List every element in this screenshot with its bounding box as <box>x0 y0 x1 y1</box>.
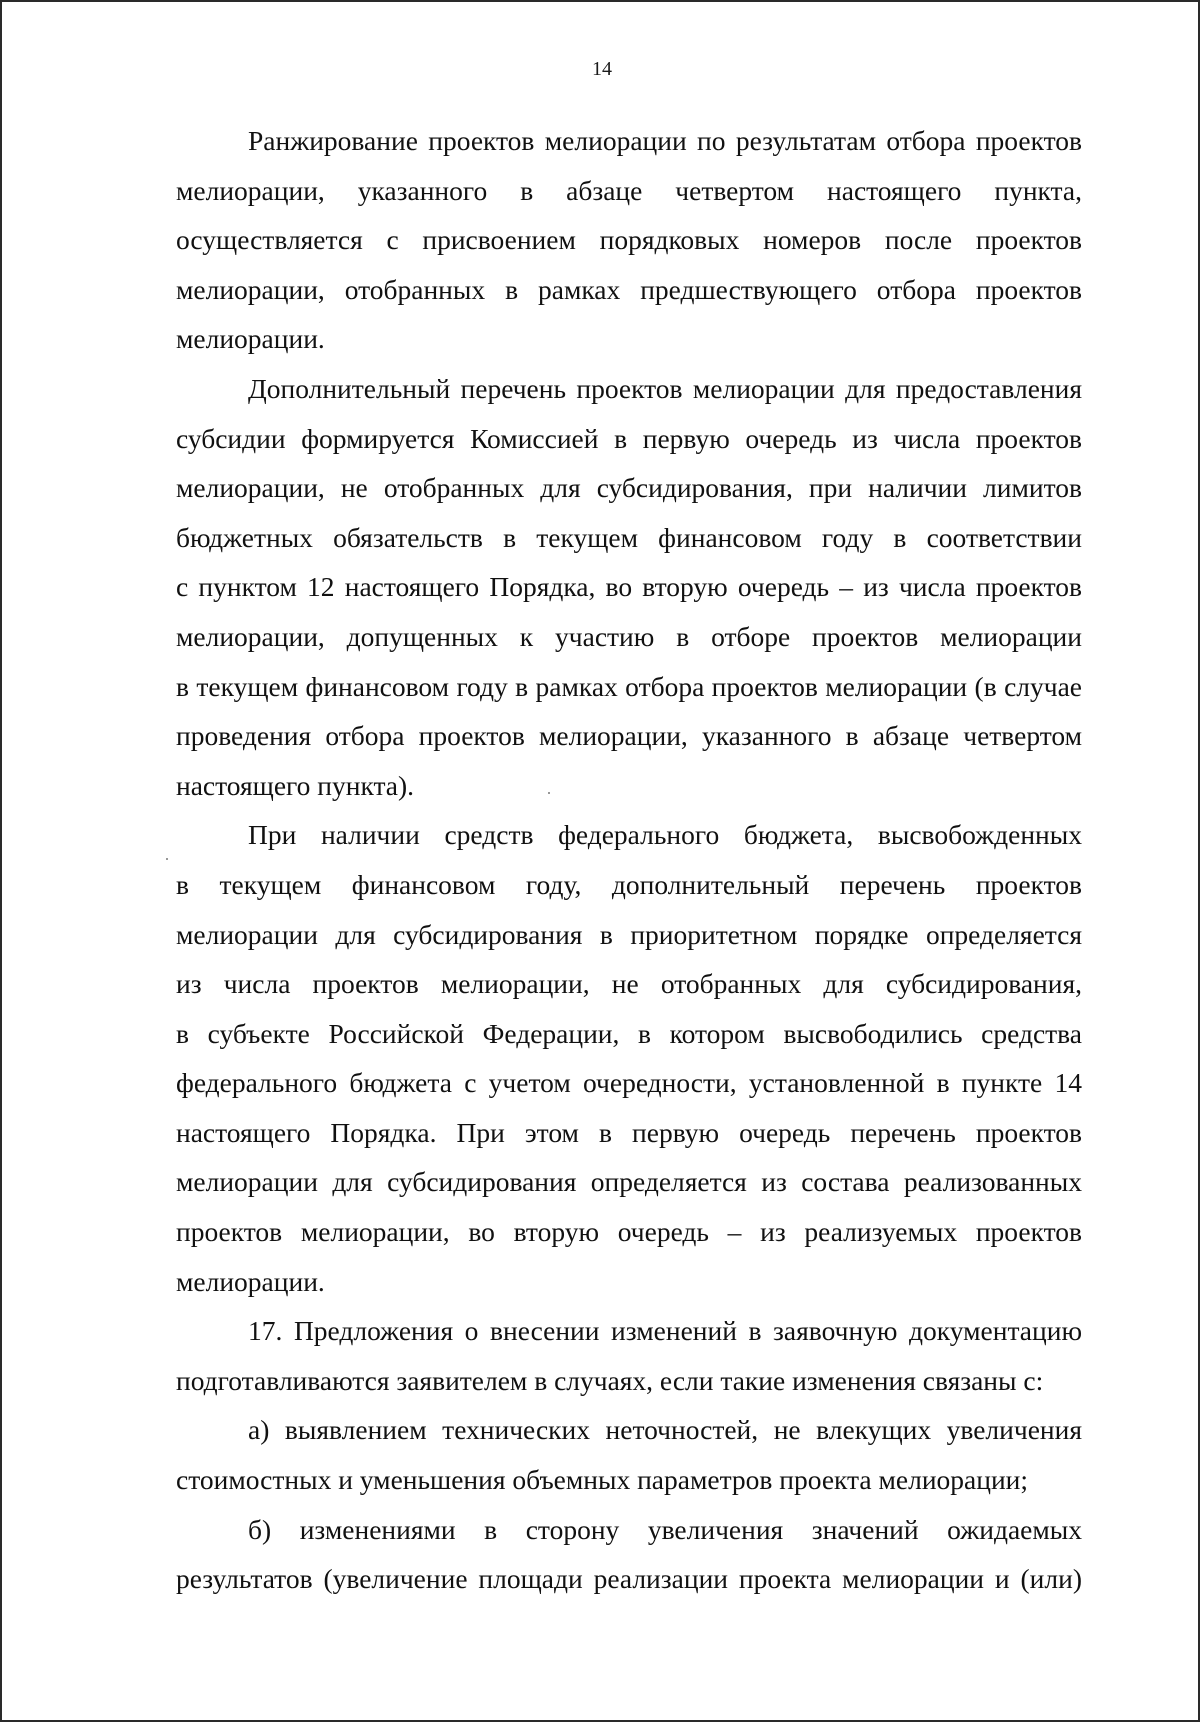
text-line: в субъекте Российской Федерации, в котором высвободились средства <box>176 1017 1082 1049</box>
scan-speck <box>548 792 550 794</box>
text-line: При наличии средств федерального бюджета, высвобожденных <box>248 819 1082 851</box>
text-line: мелиорации для субсидирования в приоритетном порядке определяется <box>176 918 1082 950</box>
text-line: Ранжирование проектов мелиорации по результатам отбора проектов <box>248 125 1082 156</box>
paragraph-item-17 <box>176 1306 1082 1405</box>
text-line: бюджетных обязательств в текущем финансовом году в соответствии <box>176 521 1082 553</box>
paragraph-subitem-a <box>176 1405 1082 1504</box>
text-line: подготавливаются заявителем в случаях, если такие изменения связаны с: <box>176 1364 1044 1396</box>
text-line: результатов (увеличение площади реализации проекта мелиорации и (или) <box>176 1563 1082 1595</box>
text-line: с пунктом 12 настоящего Порядка, во вторую очередь – из числа проектов <box>176 571 1082 603</box>
text-line: осуществляется с присвоением порядковых номеров после проектов <box>176 224 1082 256</box>
scan-speck <box>166 858 168 860</box>
text-line: а) выявлением технических неточностей, не влекущих увеличения <box>248 1414 1082 1446</box>
text-line: 17. Предложения о внесении изменений в заявочную документацию <box>248 1315 1082 1347</box>
text-line: субсидии формируется Комиссией в первую очередь из числа проектов <box>176 422 1082 454</box>
document-body <box>176 116 1082 1604</box>
paragraph-ranking <box>176 116 1082 364</box>
text-line: Дополнительный перечень проектов мелиорации для предоставления <box>248 372 1082 404</box>
text-line: мелиорации, не отобранных для субсидирования, при наличии лимитов <box>176 472 1082 504</box>
text-line: проектов мелиорации, во вторую очередь – из реализуемых проектов <box>176 1216 1082 1248</box>
text-line: стоимостных и уменьшения объемных параметров проекта мелиорации; <box>176 1464 1029 1496</box>
paragraph-federal-funds <box>176 810 1082 1306</box>
text-line: проведения отбора проектов мелиорации, указанного в абзаце четвертом <box>176 720 1082 752</box>
paragraph-additional-list <box>176 364 1082 810</box>
text-line: мелиорации, допущенных к участию в отборе проектов мелиорации <box>176 620 1082 652</box>
page-number: 14 <box>592 58 612 80</box>
text-line: б) изменениями в сторону увеличения значений ожидаемых <box>248 1513 1082 1545</box>
text-line: федерального бюджета с учетом очередности, установленной в пункте 14 <box>176 1067 1082 1099</box>
text-line: настоящего Порядка. При этом в первую очередь перечень проектов <box>176 1116 1082 1148</box>
text-line: мелиорации, указанного в абзаце четвертом настоящего пункта, <box>176 174 1082 206</box>
text-line: мелиорации, отобранных в рамках предшествующего отбора проектов <box>176 273 1082 305</box>
text-line: в текущем финансовом году, дополнительный перечень проектов <box>176 868 1082 900</box>
text-line: в текущем финансовом году в рамках отбора проектов мелиорации (в случае <box>176 670 1082 702</box>
text-line: мелиорации для субсидирования определяется из состава реализованных <box>176 1166 1082 1198</box>
text-line: мелиорации. <box>176 1265 325 1297</box>
paragraph-subitem-b <box>176 1505 1082 1604</box>
text-line: настоящего пункта). <box>176 769 415 801</box>
text-line: из числа проектов мелиорации, не отобранных для субсидирования, <box>176 968 1082 1000</box>
text-line: мелиорации. <box>176 323 325 355</box>
